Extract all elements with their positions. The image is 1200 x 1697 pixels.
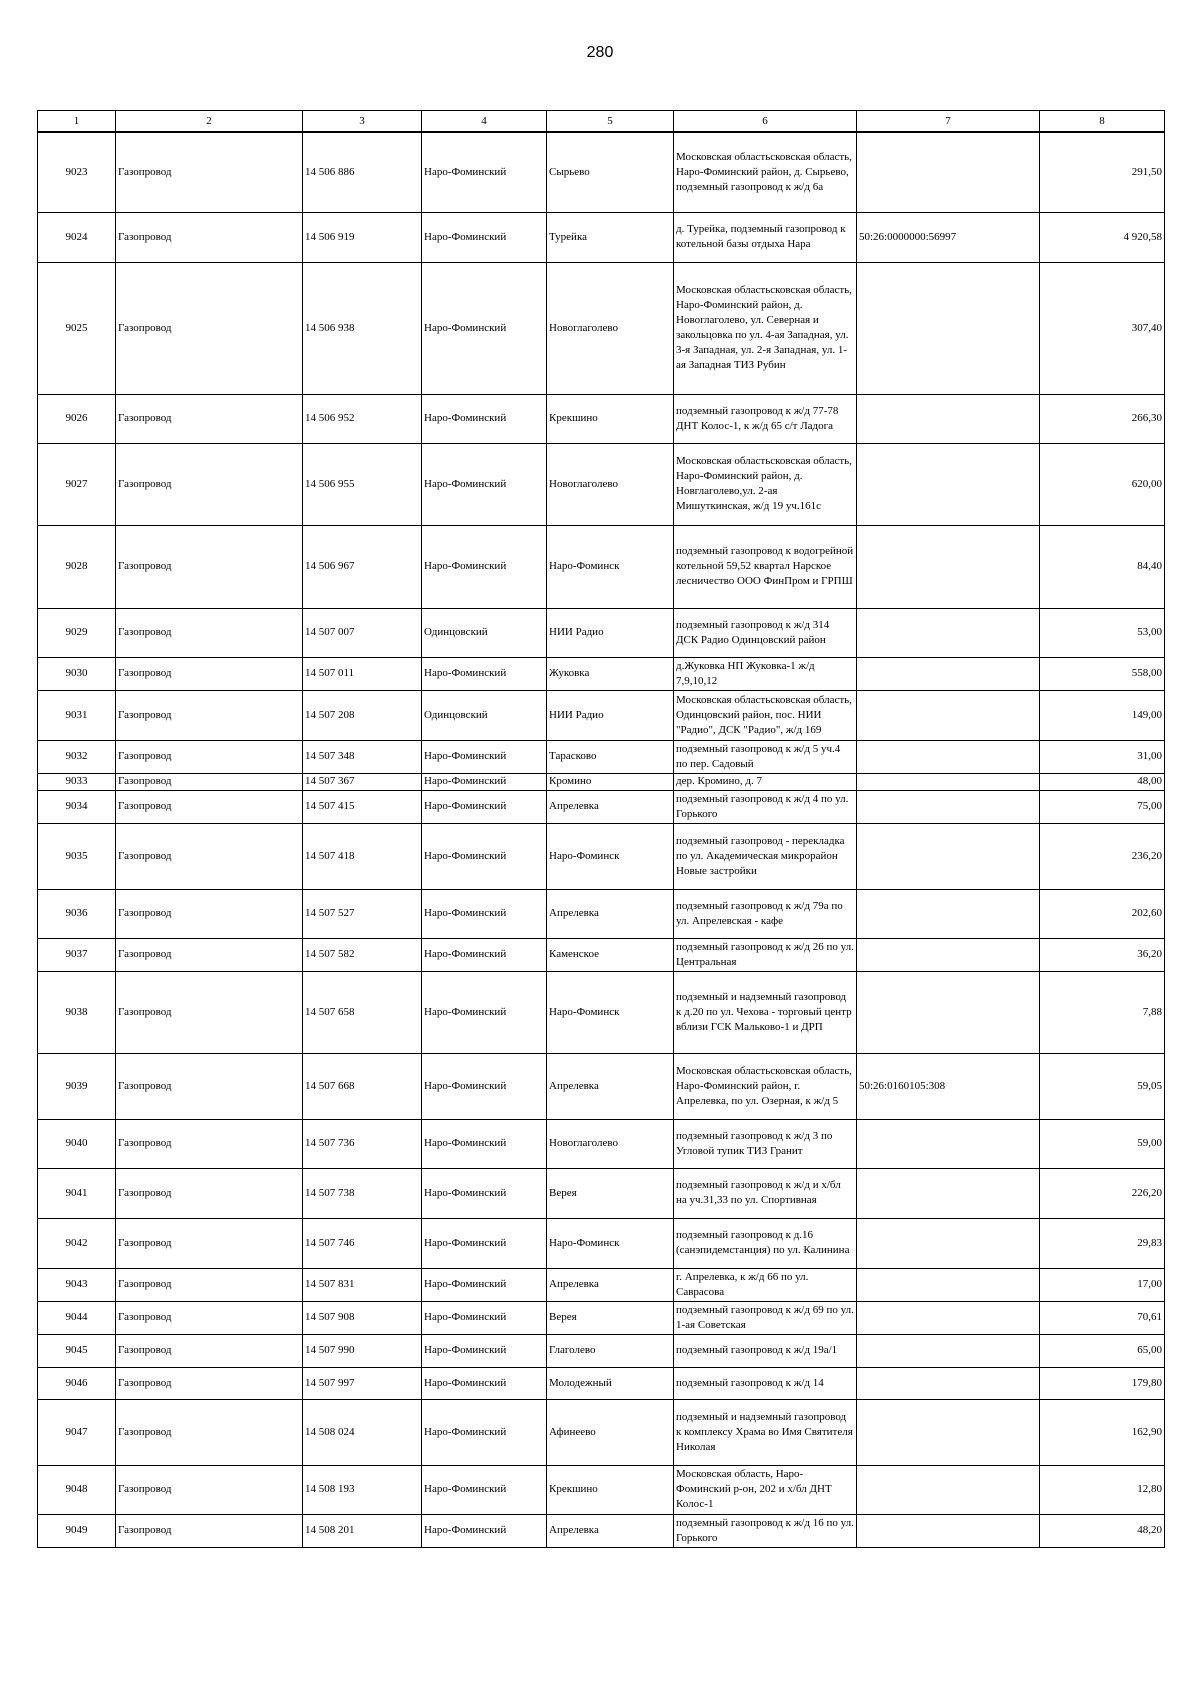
cadastral-cell — [857, 1514, 1040, 1547]
object-code: 14 507 668 — [303, 1053, 422, 1119]
object-name: Газопровод — [116, 889, 303, 938]
locality-cell: Апрелевка — [547, 1514, 674, 1547]
locality-cell: Афинеево — [547, 1399, 674, 1465]
column-header-2: 2 — [116, 111, 303, 133]
object-name: Газопровод — [116, 132, 303, 212]
locality-cell: Наро-Фоминск — [547, 971, 674, 1053]
address-cell: подземный газопровод к ж/д 16 по ул. Горького — [674, 1514, 857, 1547]
value-cell: 7,88 — [1040, 971, 1165, 1053]
cadastral-cell — [857, 938, 1040, 971]
object-name: Газопровод — [116, 1367, 303, 1399]
row-number: 9043 — [38, 1268, 116, 1301]
value-cell: 162,90 — [1040, 1399, 1165, 1465]
address-cell: подземный и надземный газопровод к комплексу Храма во Имя Святителя Николая — [674, 1399, 857, 1465]
row-number: 9033 — [38, 773, 116, 790]
value-cell: 236,20 — [1040, 823, 1165, 889]
address-cell: подземный газопровод к водогрейной котельной 59,52 квартал Нарское лесничество ООО ФинПром и ГРПШ — [674, 525, 857, 608]
locality-cell: Апрелевка — [547, 790, 674, 823]
object-code: 14 507 418 — [303, 823, 422, 889]
object-code: 14 507 746 — [303, 1218, 422, 1268]
locality-cell: Каменское — [547, 938, 674, 971]
table-row — [38, 790, 1165, 823]
object-code: 14 507 738 — [303, 1168, 422, 1218]
locality-cell: Кромино — [547, 773, 674, 790]
district-cell: Наро-Фоминский — [422, 262, 547, 394]
address-cell: Московская областьсковская область, Наро-Фоминский район, д. Новоглаголево, ул. Северная и закольцовка по ул. 4-ая Западная, ул. 3-я Западная, ул. 2-я Западная, ул. 1-ая Западная ТИЗ Рубин — [674, 262, 857, 394]
table-row — [38, 1399, 1165, 1465]
locality-cell: Верея — [547, 1168, 674, 1218]
object-code: 14 507 990 — [303, 1334, 422, 1367]
district-cell: Наро-Фоминский — [422, 1334, 547, 1367]
row-number: 9024 — [38, 212, 116, 262]
district-cell: Наро-Фоминский — [422, 394, 547, 443]
table-row — [38, 525, 1165, 608]
row-number: 9044 — [38, 1301, 116, 1334]
locality-cell: Молодежный — [547, 1367, 674, 1399]
address-cell: д.Жуковка НП Жуковка-1 ж/д 7,9,10,12 — [674, 657, 857, 690]
district-cell: Наро-Фоминский — [422, 132, 547, 212]
locality-cell: Наро-Фоминск — [547, 823, 674, 889]
address-cell: подземный газопровод к ж/д 77-78 ДНТ Колос-1, к ж/д 65 с/т Ладога — [674, 394, 857, 443]
object-name: Газопровод — [116, 1334, 303, 1367]
object-code: 14 507 736 — [303, 1119, 422, 1168]
object-name: Газопровод — [116, 1168, 303, 1218]
district-cell: Наро-Фоминский — [422, 1168, 547, 1218]
object-name: Газопровод — [116, 1399, 303, 1465]
district-cell: Одинцовский — [422, 608, 547, 657]
address-cell: Московская областьсковская область, Одинцовский район, пос. НИИ "Радио", ДСК "Радио", ж/д 169 — [674, 690, 857, 740]
object-code: 14 507 348 — [303, 740, 422, 773]
object-name: Газопровод — [116, 1268, 303, 1301]
cadastral-cell — [857, 1334, 1040, 1367]
address-cell: г. Апрелевка, к ж/д 66 по ул. Саврасова — [674, 1268, 857, 1301]
row-number: 9032 — [38, 740, 116, 773]
value-cell: 59,05 — [1040, 1053, 1165, 1119]
table-row — [38, 443, 1165, 525]
value-cell: 36,20 — [1040, 938, 1165, 971]
object-code: 14 507 367 — [303, 773, 422, 790]
address-cell: подземный газопровод к ж/д 5 уч.4 по пер. Садовый — [674, 740, 857, 773]
cadastral-cell — [857, 790, 1040, 823]
cadastral-cell — [857, 132, 1040, 212]
cadastral-cell — [857, 1465, 1040, 1514]
page-number: 280 — [586, 44, 614, 61]
object-name: Газопровод — [116, 1218, 303, 1268]
district-cell: Наро-Фоминский — [422, 1399, 547, 1465]
table-row — [38, 394, 1165, 443]
row-number: 9038 — [38, 971, 116, 1053]
district-cell: Наро-Фоминский — [422, 889, 547, 938]
row-number: 9049 — [38, 1514, 116, 1547]
cadastral-cell — [857, 525, 1040, 608]
object-name: Газопровод — [116, 1301, 303, 1334]
object-code: 14 507 527 — [303, 889, 422, 938]
value-cell: 226,20 — [1040, 1168, 1165, 1218]
value-cell: 266,30 — [1040, 394, 1165, 443]
value-cell: 53,00 — [1040, 608, 1165, 657]
district-cell: Наро-Фоминский — [422, 773, 547, 790]
locality-cell: Турейка — [547, 212, 674, 262]
cadastral-cell — [857, 1218, 1040, 1268]
address-cell: Московская областьсковская область, Наро-Фоминский район, д. Сырьево, подземный газопровод к ж/д 6а — [674, 132, 857, 212]
object-code: 14 507 208 — [303, 690, 422, 740]
address-cell: подземный газопровод к ж/д 3 по Угловой тупик ТИЗ Гранит — [674, 1119, 857, 1168]
column-header-1: 1 — [38, 111, 116, 133]
district-cell: Наро-Фоминский — [422, 1367, 547, 1399]
object-name: Газопровод — [116, 443, 303, 525]
object-code: 14 506 886 — [303, 132, 422, 212]
table-row — [38, 938, 1165, 971]
address-cell: подземный газопровод к д.16 (санэпидемстанция) по ул. Калинина — [674, 1218, 857, 1268]
table-row — [38, 608, 1165, 657]
table-row — [38, 889, 1165, 938]
object-name: Газопровод — [116, 773, 303, 790]
column-header-5: 5 — [547, 111, 674, 133]
table-row — [38, 1367, 1165, 1399]
district-cell: Наро-Фоминский — [422, 1514, 547, 1547]
table-row — [38, 657, 1165, 690]
header-row — [38, 111, 1165, 133]
district-cell: Наро-Фоминский — [422, 1268, 547, 1301]
locality-cell: Новоглаголево — [547, 443, 674, 525]
table-row — [38, 1268, 1165, 1301]
row-number: 9034 — [38, 790, 116, 823]
district-cell: Наро-Фоминский — [422, 525, 547, 608]
cadastral-cell — [857, 1399, 1040, 1465]
locality-cell: НИИ Радио — [547, 608, 674, 657]
value-cell: 84,40 — [1040, 525, 1165, 608]
table-row — [38, 1119, 1165, 1168]
locality-cell: Крекшино — [547, 394, 674, 443]
object-name: Газопровод — [116, 608, 303, 657]
column-header-6: 6 — [674, 111, 857, 133]
locality-cell: Жуковка — [547, 657, 674, 690]
cadastral-cell — [857, 889, 1040, 938]
row-number: 9039 — [38, 1053, 116, 1119]
locality-cell: Сырьево — [547, 132, 674, 212]
address-cell: подземный газопровод к ж/д 79а по ул. Апрелевская - кафе — [674, 889, 857, 938]
value-cell: 202,60 — [1040, 889, 1165, 938]
cadastral-cell — [857, 1119, 1040, 1168]
address-cell: подземный газопровод к ж/д 19а/1 — [674, 1334, 857, 1367]
address-cell: Московская областьсковская область, Наро-Фоминский район, г. Апрелевка, по ул. Озерная, к ж/д 5 — [674, 1053, 857, 1119]
locality-cell: Апрелевка — [547, 889, 674, 938]
object-code: 14 508 201 — [303, 1514, 422, 1547]
column-header-4: 4 — [422, 111, 547, 133]
table-row — [38, 690, 1165, 740]
locality-cell: Глаголево — [547, 1334, 674, 1367]
address-cell: подземный газопровод к ж/д и х/бл на уч.31,33 по ул. Спортивная — [674, 1168, 857, 1218]
object-name: Газопровод — [116, 394, 303, 443]
address-cell: подземный газопровод к ж/д 69 по ул. 1-ая Советская — [674, 1301, 857, 1334]
row-number: 9029 — [38, 608, 116, 657]
district-cell: Наро-Фоминский — [422, 657, 547, 690]
value-cell: 12,80 — [1040, 1465, 1165, 1514]
row-number: 9036 — [38, 889, 116, 938]
table-row — [38, 1334, 1165, 1367]
address-cell: Московская область, Наро-Фоминский р-он, 202 и х/бл ДНТ Колос-1 — [674, 1465, 857, 1514]
district-cell: Наро-Фоминский — [422, 212, 547, 262]
locality-cell: Наро-Фоминск — [547, 525, 674, 608]
value-cell: 48,00 — [1040, 773, 1165, 790]
address-cell: подземный и надземный газопровод к д.20 по ул. Чехова - торговый центр вблизи ГСК Мальково-1 и ДРП — [674, 971, 857, 1053]
object-code: 14 506 952 — [303, 394, 422, 443]
address-cell: подземный газопровод - перекладка по ул. Академическая микрорайон Новые застройки — [674, 823, 857, 889]
district-cell: Наро-Фоминский — [422, 1218, 547, 1268]
object-name: Газопровод — [116, 1119, 303, 1168]
cadastral-cell — [857, 1367, 1040, 1399]
table-row — [38, 773, 1165, 790]
address-cell: подземный газопровод к ж/д 14 — [674, 1367, 857, 1399]
value-cell: 65,00 — [1040, 1334, 1165, 1367]
locality-cell: Апрелевка — [547, 1053, 674, 1119]
value-cell: 29,83 — [1040, 1218, 1165, 1268]
value-cell: 291,50 — [1040, 132, 1165, 212]
value-cell: 75,00 — [1040, 790, 1165, 823]
row-number: 9030 — [38, 657, 116, 690]
row-number: 9041 — [38, 1168, 116, 1218]
district-cell: Наро-Фоминский — [422, 443, 547, 525]
table-row — [38, 212, 1165, 262]
object-name: Газопровод — [116, 740, 303, 773]
locality-cell: Новоглаголево — [547, 262, 674, 394]
cadastral-cell — [857, 690, 1040, 740]
object-code: 14 508 193 — [303, 1465, 422, 1514]
district-cell: Наро-Фоминский — [422, 1465, 547, 1514]
row-number: 9045 — [38, 1334, 116, 1367]
cadastral-cell — [857, 1268, 1040, 1301]
row-number: 9047 — [38, 1399, 116, 1465]
object-name: Газопровод — [116, 212, 303, 262]
row-number: 9042 — [38, 1218, 116, 1268]
row-number: 9027 — [38, 443, 116, 525]
address-cell: д. Турейка, подземный газопровод к котельной базы отдыха Нара — [674, 212, 857, 262]
row-number: 9037 — [38, 938, 116, 971]
value-cell: 48,20 — [1040, 1514, 1165, 1547]
object-code: 14 507 831 — [303, 1268, 422, 1301]
object-code: 14 506 938 — [303, 262, 422, 394]
address-cell: подземный газопровод к ж/д 26 по ул. Центральная — [674, 938, 857, 971]
cadastral-cell — [857, 443, 1040, 525]
cadastral-cell — [857, 608, 1040, 657]
object-code: 14 507 007 — [303, 608, 422, 657]
registry-table — [37, 110, 1165, 1548]
column-header-8: 8 — [1040, 111, 1165, 133]
row-number: 9046 — [38, 1367, 116, 1399]
object-code: 14 507 658 — [303, 971, 422, 1053]
district-cell: Наро-Фоминский — [422, 1119, 547, 1168]
row-number: 9025 — [38, 262, 116, 394]
locality-cell: Крекшино — [547, 1465, 674, 1514]
cadastral-cell — [857, 1168, 1040, 1218]
district-cell: Наро-Фоминский — [422, 971, 547, 1053]
column-header-3: 3 — [303, 111, 422, 133]
row-number: 9048 — [38, 1465, 116, 1514]
value-cell: 620,00 — [1040, 443, 1165, 525]
object-code: 14 506 955 — [303, 443, 422, 525]
row-number: 9040 — [38, 1119, 116, 1168]
row-number: 9028 — [38, 525, 116, 608]
district-cell: Наро-Фоминский — [422, 1301, 547, 1334]
cadastral-cell — [857, 823, 1040, 889]
locality-cell: Верея — [547, 1301, 674, 1334]
value-cell: 31,00 — [1040, 740, 1165, 773]
value-cell: 17,00 — [1040, 1268, 1165, 1301]
table-row — [38, 1465, 1165, 1514]
row-number: 9026 — [38, 394, 116, 443]
object-name: Газопровод — [116, 971, 303, 1053]
value-cell: 179,80 — [1040, 1367, 1165, 1399]
locality-cell: Новоглаголево — [547, 1119, 674, 1168]
table-body — [38, 132, 1165, 1547]
district-cell: Наро-Фоминский — [422, 790, 547, 823]
address-cell: Московская областьсковская область, Наро-Фоминский район, д. Новглаголево,ул. 2-ая Мишуткинская, ж/д 19 уч.161с — [674, 443, 857, 525]
district-cell: Наро-Фоминский — [422, 1053, 547, 1119]
object-code: 14 507 011 — [303, 657, 422, 690]
object-name: Газопровод — [116, 790, 303, 823]
value-cell: 149,00 — [1040, 690, 1165, 740]
table-row — [38, 740, 1165, 773]
object-code: 14 507 997 — [303, 1367, 422, 1399]
value-cell: 70,61 — [1040, 1301, 1165, 1334]
address-cell: дер. Кромино, д. 7 — [674, 773, 857, 790]
object-code: 14 506 919 — [303, 212, 422, 262]
district-cell: Одинцовский — [422, 690, 547, 740]
locality-cell: НИИ Радио — [547, 690, 674, 740]
row-number: 9031 — [38, 690, 116, 740]
object-code: 14 507 582 — [303, 938, 422, 971]
object-name: Газопровод — [116, 1053, 303, 1119]
object-name: Газопровод — [116, 938, 303, 971]
object-name: Газопровод — [116, 262, 303, 394]
table-row — [38, 262, 1165, 394]
cadastral-cell: 50:26:0000000:56997 — [857, 212, 1040, 262]
object-code: 14 508 024 — [303, 1399, 422, 1465]
cadastral-cell — [857, 773, 1040, 790]
value-cell: 4 920,58 — [1040, 212, 1165, 262]
table-row — [38, 1053, 1165, 1119]
district-cell: Наро-Фоминский — [422, 823, 547, 889]
object-code: 14 507 415 — [303, 790, 422, 823]
table-row — [38, 823, 1165, 889]
locality-cell: Апрелевка — [547, 1268, 674, 1301]
object-name: Газопровод — [116, 823, 303, 889]
object-code: 14 507 908 — [303, 1301, 422, 1334]
object-code: 14 506 967 — [303, 525, 422, 608]
address-cell: подземный газопровод к ж/д 314 ДСК Радио Одинцовский район — [674, 608, 857, 657]
cadastral-cell — [857, 262, 1040, 394]
table-row — [38, 1514, 1165, 1547]
cadastral-cell — [857, 394, 1040, 443]
table-row — [38, 1218, 1165, 1268]
object-name: Газопровод — [116, 657, 303, 690]
locality-cell: Наро-Фоминск — [547, 1218, 674, 1268]
locality-cell: Тарасково — [547, 740, 674, 773]
table-row — [38, 1301, 1165, 1334]
district-cell: Наро-Фоминский — [422, 938, 547, 971]
cadastral-cell — [857, 1301, 1040, 1334]
cadastral-cell: 50:26:0160105:308 — [857, 1053, 1040, 1119]
district-cell: Наро-Фоминский — [422, 740, 547, 773]
address-cell: подземный газопровод к ж/д 4 по ул. Горького — [674, 790, 857, 823]
cadastral-cell — [857, 657, 1040, 690]
table-row — [38, 132, 1165, 212]
object-name: Газопровод — [116, 690, 303, 740]
object-name: Газопровод — [116, 1514, 303, 1547]
table-row — [38, 971, 1165, 1053]
value-cell: 307,40 — [1040, 262, 1165, 394]
cadastral-cell — [857, 740, 1040, 773]
value-cell: 59,00 — [1040, 1119, 1165, 1168]
table-row — [38, 1168, 1165, 1218]
object-name: Газопровод — [116, 525, 303, 608]
cadastral-cell — [857, 971, 1040, 1053]
object-name: Газопровод — [116, 1465, 303, 1514]
row-number: 9023 — [38, 132, 116, 212]
value-cell: 558,00 — [1040, 657, 1165, 690]
column-header-7: 7 — [857, 111, 1040, 133]
row-number: 9035 — [38, 823, 116, 889]
